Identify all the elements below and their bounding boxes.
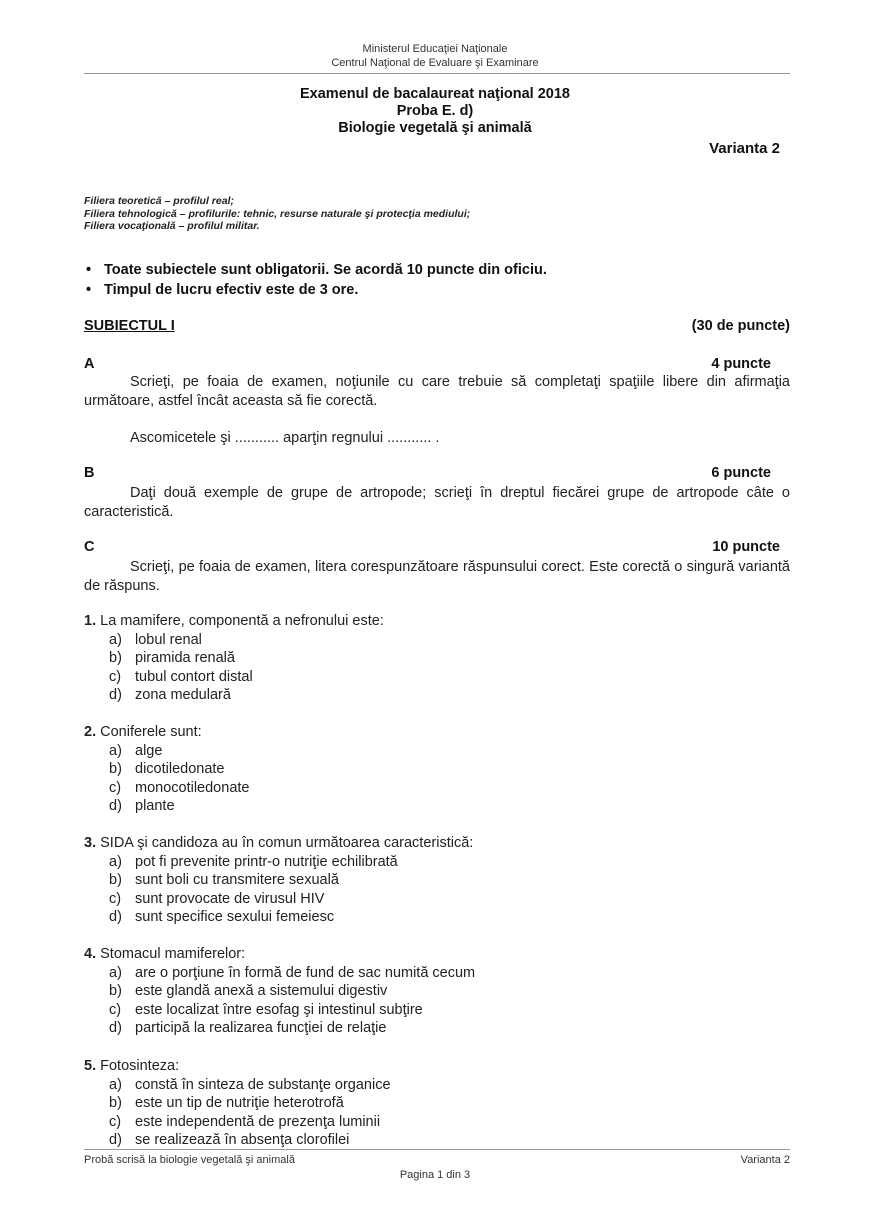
footer-left: Probă scrisă la biologie vegetală şi animală (84, 1154, 295, 1166)
option-c: c) monocotiledonate (109, 779, 250, 796)
option-b: b) piramida renală (109, 650, 235, 666)
exam-title: Examenul de bacalaureat naţional 2018 (300, 86, 570, 102)
page-number: Pagina 1 din 3 (399, 1169, 471, 1181)
option-b: b) este un tip de nutriţie heterotrofă (109, 1095, 344, 1111)
option-a: a) constă în sinteza de substanţe organice (109, 1076, 391, 1093)
filiera-tehnologica: Filiera tehnologică – profilurile: tehnic, resurse naturale şi protecţia mediului; (84, 207, 471, 220)
option-b: b) sunt boli cu transmitere sexuală (109, 872, 339, 888)
exam-probe: Proba E. d) (396, 103, 474, 119)
header-divider (84, 73, 790, 74)
section-a-text: Scrieţi, pe foaia de examen, noţiunile cu care trebuie să completaţi spaţiile libere din afirmaţia următoare, astfel încât aceasta să fie corectă. (84, 374, 790, 409)
option-b: b) dicotiledonate (109, 761, 225, 777)
section-b-letter: B (84, 465, 95, 481)
option-a: a) lobul renal (109, 631, 202, 648)
rule-item: • Toate subiectele sunt obligatorii. Se acordă 10 puncte din oficiu. (86, 262, 547, 278)
subject-points: (30 de puncte) (691, 318, 790, 334)
option-d: d) sunt specifice sexului femeiesc (109, 909, 335, 925)
option-a: a) are o porţiune în formă de fund de sac numită cecum (109, 964, 476, 981)
option-c: c) sunt provocate de virusul HIV (109, 890, 325, 907)
rule-item: • Timpul de lucru efectiv este de 3 ore. (86, 282, 359, 298)
option-c: c) tubul contort distal (109, 668, 253, 685)
ministry-header: Ministerul Educaţiei Naţionale (362, 43, 508, 55)
option-d: d) se realizează în absenţa clorofilei (109, 1132, 350, 1148)
subject-heading (84, 318, 790, 334)
question-2: 2. Coniferele sunt: a) alge b) dicotiledonate c) monocotiledonate d) plante (84, 724, 250, 814)
option-a: a) alge (109, 742, 163, 759)
exam-subject: Biologie vegetală şi animală (338, 120, 532, 136)
filiera-teoretica: Filiera teoretică – profilul real; (84, 195, 234, 207)
bullet-icon: • (86, 282, 92, 298)
section-a-statement: Ascomicetele şi ........... aparţin regnului ........... . (130, 430, 440, 446)
option-d: d) zona medulară (109, 687, 231, 703)
bullet-icon: • (86, 262, 92, 278)
option-d: d) plante (109, 798, 175, 814)
section-b-text: Daţi două exemple de grupe de artropode; scrieţi în dreptul fiecărei grupe de artropode câte o caracteristică. (84, 485, 790, 520)
question-5: 5. Fotosinteza: a) constă în sinteza de substanţe organice b) este un tip de nutriţie heterotrofă c) este independentă de prezenţa luminii d) se realizează în absenţa clorofilei (84, 1058, 391, 1148)
option-b: b) este glandă anexă a sistemului digestiv (109, 983, 388, 999)
center-header: Centrul Naţional de Evaluare şi Examinare (331, 57, 539, 69)
question-1: 1. La mamifere, componentă a nefronului este: a) lobul renal b) piramida renală c) tubul contort distal d) zona medulară (84, 613, 384, 703)
rules-list (84, 260, 547, 300)
section-c-points: 10 puncte (712, 539, 780, 555)
footer-right: Varianta 2 (740, 1154, 790, 1166)
section-c-letter: C (84, 539, 95, 555)
section-c-text: Scrieţi, pe foaia de examen, litera corespunzătoare răspunsului corect. Este corectă o singură variantă de răspuns. (84, 559, 790, 594)
question-4: 4. Stomacul mamiferelor: a) are o porţiune în formă de fund de sac numită cecum b) este glandă anexă a sistemului digestiv c) este localizat între esofag şi intestinul subţire d) participă la realizarea funcţiei de relaţie (84, 946, 476, 1036)
filiera-vocationala: Filiera vocaţională – profilul militar. (84, 220, 260, 232)
subject-label: SUBIECTUL I (84, 318, 175, 334)
variant-label: Varianta 2 (709, 140, 780, 157)
option-c: c) este localizat între esofag şi intestinul subţire (109, 1001, 423, 1018)
question-3: 3. SIDA şi candidoza au în comun următoarea caracteristică: a) pot fi prevenite printr-o nutriţie echilibrată b) sunt boli cu transmitere sexuală c) sunt provocate de virusul HIV d) sunt specifice sexului femeiesc (84, 835, 474, 925)
option-c: c) este independentă de prezenţa luminii (109, 1113, 381, 1130)
section-b-points: 6 puncte (711, 465, 771, 481)
section-a-points: 4 puncte (711, 356, 771, 372)
footer-divider (84, 1149, 790, 1150)
option-d: d) participă la realizarea funcţiei de relaţie (109, 1020, 387, 1036)
section-a-letter: A (84, 356, 95, 372)
option-a: a) pot fi prevenite printr-o nutriţie echilibrată (109, 853, 398, 870)
filiere-block (84, 195, 470, 233)
